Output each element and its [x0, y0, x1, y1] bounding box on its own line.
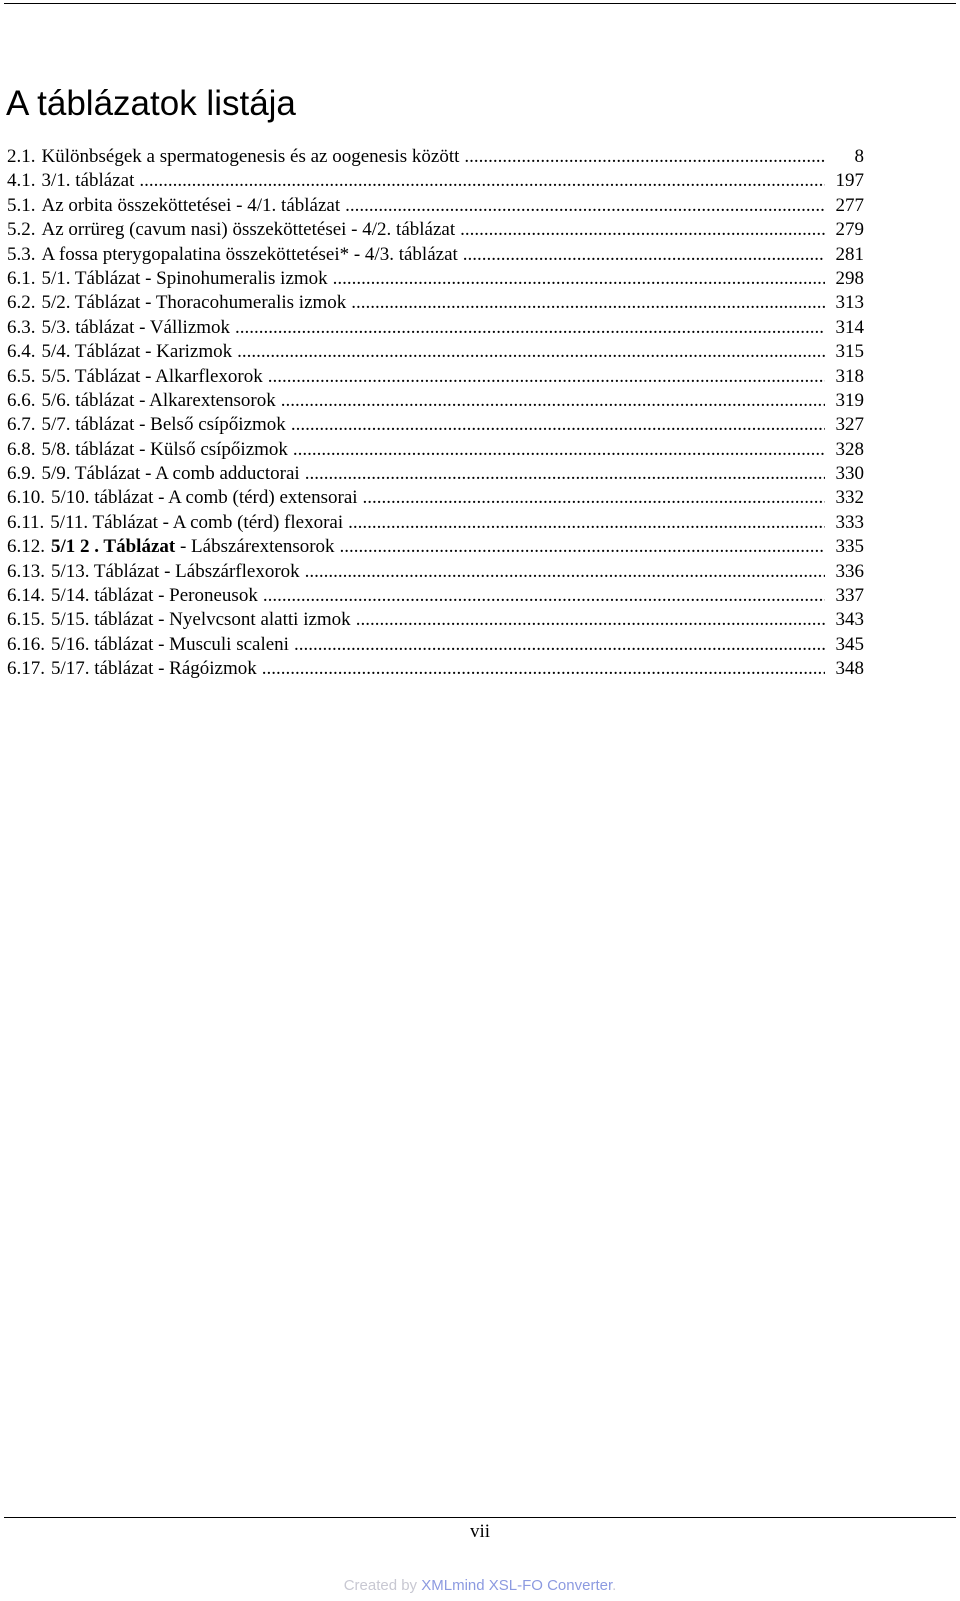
toc-entry-page: 330: [835, 463, 864, 485]
toc-entry-label: [51, 535, 335, 559]
toc-dot-leader: [348, 511, 825, 535]
toc-entry[interactable]: [7, 218, 864, 242]
toc-entry-page: 277: [835, 194, 864, 216]
toc-entry-label: 5/1. Táblázat - Spinohumeralis izmok: [41, 267, 328, 289]
toc-entry[interactable]: [7, 486, 864, 510]
toc-entry[interactable]: [7, 243, 864, 267]
toc-dot-leader: [363, 486, 825, 510]
toc-entry-label: 5/7. táblázat - Belső csípőizmok: [41, 414, 286, 436]
toc-entry-page: 345: [835, 633, 864, 655]
toc-entry[interactable]: [7, 657, 864, 681]
generator-credit-suffix: .: [612, 1577, 617, 1594]
toc-entry-page: 328: [835, 438, 864, 460]
header-rule: [4, 3, 956, 4]
toc-entry-page: 314: [835, 316, 864, 338]
generator-credit: [0, 1576, 960, 1596]
toc-entry-label: 5/8. táblázat - Külső csípőizmok: [41, 438, 288, 460]
toc-dot-leader: [235, 316, 825, 340]
toc-entry-page: 327: [835, 414, 864, 436]
toc-entry-page: 319: [835, 389, 864, 411]
toc-entry[interactable]: [7, 511, 864, 535]
toc-entry-page: 313: [835, 292, 864, 314]
toc-entry-page: 318: [835, 365, 864, 387]
toc-entry-number: 6.17.: [7, 658, 45, 680]
toc-dot-leader: [460, 218, 825, 242]
toc-dot-leader: [281, 389, 825, 413]
toc-dot-leader: [464, 145, 825, 169]
toc-entry-label: 3/1. táblázat: [41, 170, 135, 192]
toc-entry[interactable]: [7, 560, 864, 584]
toc-entry-number: 5.1.: [7, 194, 36, 216]
toc-dot-leader: [262, 657, 825, 681]
toc-entry[interactable]: [7, 584, 864, 608]
toc-entry[interactable]: [7, 145, 864, 169]
toc-dot-leader: [333, 267, 825, 291]
toc-entry-label: Az orbita összeköttetései - 4/1. táblázat: [41, 194, 341, 216]
toc-entry[interactable]: [7, 169, 864, 193]
toc-entry[interactable]: [7, 608, 864, 632]
toc-entry-number: 5.2.: [7, 219, 36, 241]
toc-dot-leader: [237, 340, 825, 364]
toc-dot-leader: [305, 462, 825, 486]
toc-entry-number: 6.15.: [7, 609, 45, 631]
toc-dot-leader: [291, 413, 825, 437]
toc-entry-page: 348: [835, 658, 864, 680]
toc-dot-leader: [351, 291, 825, 315]
toc-entry-number: 6.2.: [7, 292, 36, 314]
toc-entry[interactable]: [7, 340, 864, 364]
toc-entry-label-rest: - Lábszárextensorok: [175, 536, 335, 558]
toc-entry-number: 6.7.: [7, 414, 36, 436]
toc-entry[interactable]: [7, 462, 864, 486]
toc-entry-label-bold: 5/1 2 . Táblázat: [51, 536, 176, 558]
toc-entry[interactable]: [7, 291, 864, 315]
toc-dot-leader: [268, 365, 825, 389]
toc-dot-leader: [356, 608, 825, 632]
toc-entry-label: 5/17. táblázat - Rágóizmok: [51, 658, 257, 680]
toc-dot-leader: [340, 535, 825, 559]
toc-entry[interactable]: [7, 535, 864, 559]
toc-entry-number: 6.14.: [7, 585, 45, 607]
toc-entry-number: 6.10.: [7, 487, 45, 509]
toc-entry-label: 5/14. táblázat - Peroneusok: [51, 585, 258, 607]
toc-entry[interactable]: [7, 365, 864, 389]
toc-entry[interactable]: [7, 389, 864, 413]
toc-entry-label: 5/13. Táblázat - Lábszárflexorok: [51, 560, 300, 582]
toc-entry-label: A fossa pterygopalatina összeköttetései* - 4/3. táblázat: [41, 243, 458, 265]
toc-entry-page: 8: [854, 146, 864, 167]
toc-entry-page: 315: [835, 341, 864, 363]
toc-entry-label: 5/5. Táblázat - Alkarflexorok: [41, 365, 263, 387]
toc-dot-leader: [345, 194, 825, 218]
toc-entry[interactable]: [7, 194, 864, 218]
generator-credit-brand[interactable]: XMLmind XSL-FO Converter: [421, 1577, 613, 1594]
toc-entry-number: 6.3.: [7, 316, 36, 338]
toc-dot-leader: [463, 243, 825, 267]
toc-entry-page: 332: [835, 487, 864, 509]
toc-entry-number: 6.16.: [7, 633, 45, 655]
table-of-tables: [7, 145, 864, 682]
page-title: A táblázatok listája: [6, 84, 296, 123]
toc-entry-page: 279: [835, 219, 864, 241]
toc-entry[interactable]: [7, 633, 864, 657]
toc-entry-label: Különbségek a spermatogenesis és az oogenesis között: [41, 146, 460, 167]
toc-entry-page: 197: [835, 170, 864, 192]
toc-dot-leader: [293, 438, 825, 462]
toc-dot-leader: [305, 560, 825, 584]
toc-entry-label: 5/9. Táblázat - A comb adductorai: [41, 463, 300, 485]
toc-entry-page: 333: [835, 511, 864, 533]
toc-entry-number: 6.8.: [7, 438, 36, 460]
toc-entry-page: 298: [835, 267, 864, 289]
toc-entry[interactable]: [7, 413, 864, 437]
toc-entry-page: 343: [835, 609, 864, 631]
toc-entry-label: 5/4. Táblázat - Karizmok: [41, 341, 233, 363]
toc-entry-label: Az orrüreg (cavum nasi) összeköttetései - 4/2. táblázat: [41, 219, 456, 241]
toc-entry-page: 337: [835, 585, 864, 607]
toc-entry-number: 6.5.: [7, 365, 36, 387]
toc-entry-label: 5/15. táblázat - Nyelvcsont alatti izmok: [51, 609, 351, 631]
toc-entry-number: 6.4.: [7, 341, 36, 363]
toc-entry-page: 281: [835, 243, 864, 265]
toc-dot-leader: [263, 584, 825, 608]
toc-entry-number: 6.12.: [7, 536, 45, 558]
toc-dot-leader: [294, 633, 825, 657]
toc-entry-number: 4.1.: [7, 170, 36, 192]
toc-entry[interactable]: [7, 316, 864, 340]
toc-entry-number: 5.3.: [7, 243, 36, 265]
toc-entry-label: 5/11. Táblázat - A comb (térd) flexorai: [50, 511, 344, 533]
toc-entry-number: 6.13.: [7, 560, 45, 582]
toc-entry-label: 5/3. táblázat - Vállizmok: [41, 316, 231, 338]
toc-entry-label: 5/16. táblázat - Musculi scaleni: [51, 633, 289, 655]
footer-rule: [4, 1517, 956, 1518]
toc-entry-label: 5/10. táblázat - A comb (térd) extensorai: [51, 487, 358, 509]
toc-entry-label: 5/2. Táblázat - Thoracohumeralis izmok: [41, 292, 347, 314]
toc-entry-number: 2.1.: [7, 146, 36, 167]
toc-entry-number: 6.1.: [7, 267, 36, 289]
toc-entry-number: 6.9.: [7, 463, 36, 485]
toc-entry[interactable]: [7, 438, 864, 462]
toc-dot-leader: [139, 169, 825, 193]
toc-entry-page: 336: [835, 560, 864, 582]
toc-entry[interactable]: [7, 267, 864, 291]
page-number: vii: [469, 1521, 491, 1542]
toc-entry-page: 335: [835, 536, 864, 558]
generator-credit-prefix: Created by: [343, 1577, 422, 1594]
toc-entry-number: 6.6.: [7, 389, 36, 411]
toc-entry-label: 5/6. táblázat - Alkarextensorok: [41, 389, 276, 411]
toc-entry-number: 6.11.: [7, 511, 45, 533]
